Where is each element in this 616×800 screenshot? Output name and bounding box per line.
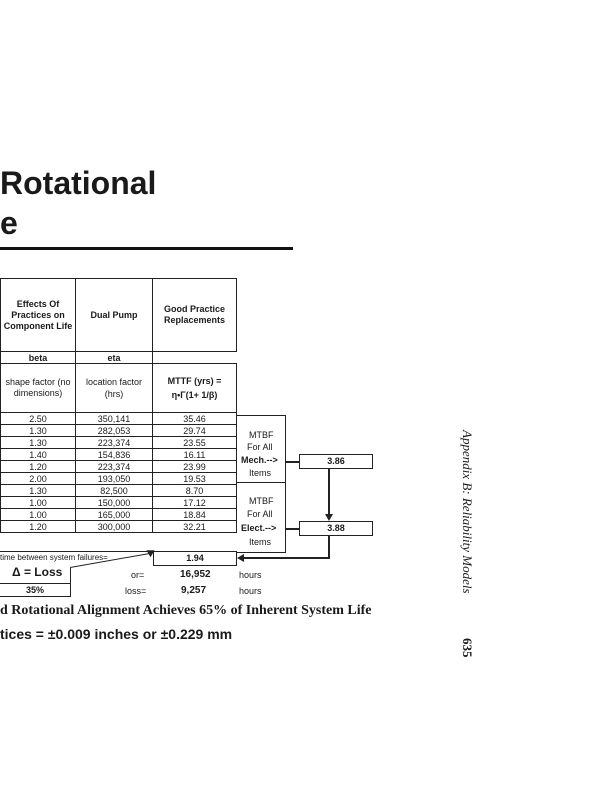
mech-label-3: Mech.--> <box>241 455 278 465</box>
param-eta: eta <box>76 352 153 364</box>
reliability-table <box>0 278 237 533</box>
desc-location-factor: location factor (hrs) <box>76 364 153 413</box>
system-failures-label: time between system failures= <box>0 553 108 562</box>
loss-percent: 35% <box>0 583 71 597</box>
mech-label-1: MTBF <box>249 430 274 440</box>
elect-label-4: Items <box>249 537 272 547</box>
mtbf-divider <box>237 482 285 483</box>
heading-line-1: Rotational <box>0 165 157 201</box>
heading-rule <box>0 247 293 250</box>
table-row: 1.30 282,053 29.74 <box>1 425 237 437</box>
desc-mttf: MTTF (yrs) = η•Γ(1+ 1/β) <box>153 364 237 413</box>
elect-mtbf-value: 3.88 <box>299 521 373 536</box>
page-number: 635 <box>460 638 475 658</box>
elect-label-2: For All <box>247 509 273 519</box>
caption-line-1: d Rotational Alignment Achieves 65% of Inherent System Life <box>0 603 372 618</box>
elect-label-3: Elect.--> <box>241 523 277 533</box>
or-value: 16,952 <box>180 569 211 580</box>
arrow-left-icon <box>237 554 244 562</box>
loss-label: loss= <box>125 586 147 596</box>
table-row: 2.00 193,050 19.53 <box>1 473 237 485</box>
param-beta: beta <box>1 352 76 364</box>
table-row: 1.00 165,000 18.84 <box>1 509 237 521</box>
mech-label-4: Items <box>249 468 272 478</box>
loss-value: 9,257 <box>181 585 207 596</box>
running-head: Appendix B: Reliability Models <box>460 430 475 594</box>
mech-label-2: For All <box>247 442 273 452</box>
table-row: 1.30 82,500 8.70 <box>1 485 237 497</box>
or-unit: hours <box>239 570 262 580</box>
or-label: or= <box>131 570 145 580</box>
desc-shape-factor: shape factor (no dimensions) <box>1 364 76 413</box>
caption-line-2: tices = ±0.009 inches or ±0.229 mm <box>0 626 233 642</box>
header-good-practice: Good Practice Replacements <box>153 279 237 352</box>
table-row: 1.20 300,000 32.21 <box>1 521 237 533</box>
elect-label-1: MTBF <box>249 496 274 506</box>
table-row: 1.30 223,374 23.55 <box>1 437 237 449</box>
header-dual-pump: Dual Pump <box>76 279 153 352</box>
system-mtbf-value: 1.94 <box>153 551 237 566</box>
table-row: 1.40 154,836 16.11 <box>1 449 237 461</box>
table-row: 1.20 223,374 23.99 <box>1 461 237 473</box>
arrow-down-icon <box>325 514 333 521</box>
loss-unit: hours <box>239 586 262 596</box>
mech-mtbf-value: 3.86 <box>299 454 373 469</box>
header-effects: Effects Of Practices on Component Life <box>1 279 76 352</box>
table-row: 2.50 350,141 35.46 <box>1 413 237 425</box>
heading-line-2: e <box>0 205 18 241</box>
delta-loss-label: Δ = Loss <box>12 565 63 579</box>
table-row: 1.00 150,000 17.12 <box>1 497 237 509</box>
